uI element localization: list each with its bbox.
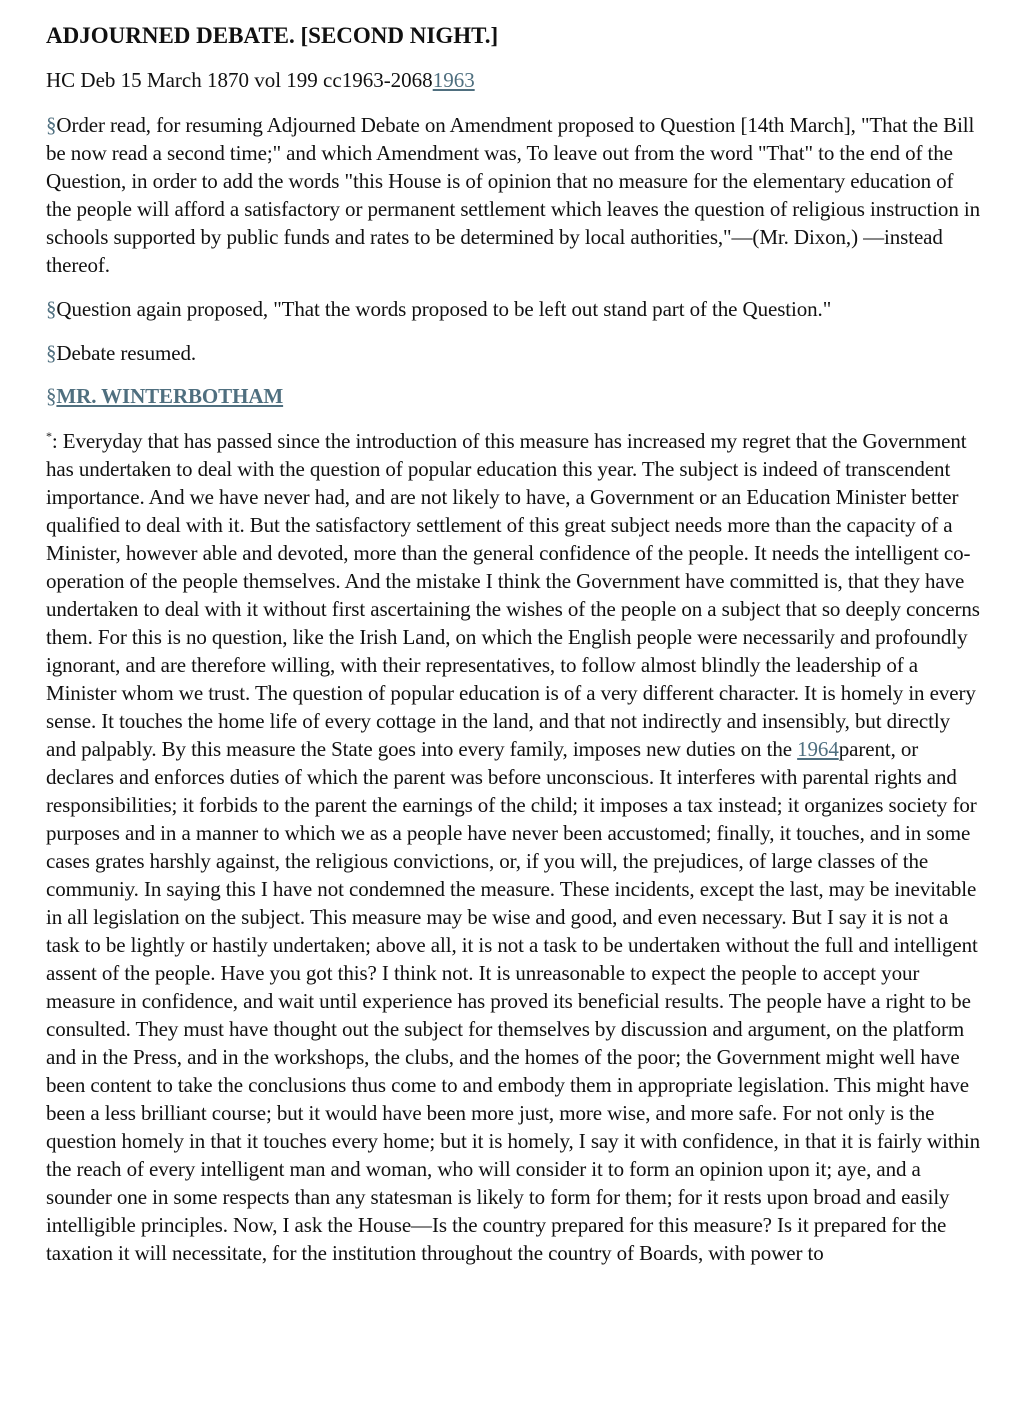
section-sign-icon[interactable]: § bbox=[46, 341, 57, 365]
speaker-link[interactable]: MR. WINTERBOTHAM bbox=[56, 384, 284, 408]
order-read-text: Order read, for resuming Adjourned Debate on Amendment proposed to Question [14th March], "That the Bill be now read a second time;" and which Amendment was, To leave out from the word "That" to the end of the Question, in order to add the words "this House is of opinion that no measure for the elementary education of the people will afford a satisfactory or permanent settlement which leaves the question of religious instruction in schools supported by public funds and rates to be determined by local authorities,"—(Mr. Dixon,) —instead thereof. bbox=[46, 113, 981, 277]
section-sign-icon[interactable]: § bbox=[46, 113, 57, 137]
speech-text-part2: parent, or declares and enforces duties of which the parent was before unconscious. It interferes with parental rights and responsibilities; it forbids to the parent the earnings of the child; it imposes a tax instead; it organizes society for purposes and in a manner to which we as a people have never been accustomed; finally, it touches, and in some cases grates harshly against, the religious convictions, or, if you will, the prejudices, of large classes of the communiy. In saying this I have not condemned the measure. These incidents, except the last, may be inevitable in all legislation on the subject. This measure may be wise and good, and even necessary. But I say it is not a task to be lightly or hastily undertaken; above all, it is not a task to be undertaken without the full and intelligent assent of the people. Have you got this? I think not. It is unreasonable to expect the people to accept your measure in confidence, and wait until experience has proved its beneficial results. The people have a right to be consulted. They must have thought out the subject for themselves by discussion and argument, on the platform and in the Press, and in the workshops, the clubs, and the homes of the poor; the Government might well have been content to take the conclusions thus come to and embody them in appropriate legislation. This might have been a less brilliant course; but it would have been more just, more wise, and more safe. For not only is the question homely in that it touches every home; but it is homely, I say it with confidence, in that it is fairly within the reach of every intelligent man and woman, who will consider it to form an opinion upon it; aye, and a sounder one in some respects than any statesman is likely to form for them; for it rests upon broad and easily intelligible principles. Now, I ask the House—Is the country prepared for this measure? Is it prepared for the taxation it will necessitate, for the institution throughout the country of Boards, with power to bbox=[46, 737, 981, 1265]
question-paragraph bbox=[46, 295, 982, 323]
debate-resumed-text: Debate resumed. bbox=[56, 341, 197, 365]
question-text: Question again proposed, "That the words proposed to be left out stand part of the Question." bbox=[56, 297, 832, 321]
section-sign-icon[interactable]: § bbox=[46, 297, 57, 321]
speech-paragraph bbox=[46, 427, 982, 1267]
debate-resumed-paragraph bbox=[46, 339, 982, 367]
citation-text: HC Deb 15 March 1870 vol 199 cc1963-2068 bbox=[46, 68, 433, 92]
speech-text-part1: : Everyday that has passed since the introduction of this measure has increased my regret that the Government has undertaken to deal with the question of popular education this year. The subject is indeed of transcendent importance. And we have never had, and are not likely to have, a Government or an Education Minister better qualified to deal with it. But the satisfactory settlement of this great subject needs more than the capacity of a Minister, however able and devoted, more than the general confidence of the people. It needs the intelligent co-operation of the people themselves. And the mistake I think the Government have committed is, that they have undertaken to deal with it without first ascertaining the wishes of the people on a subject that so deeply concerns them. For this is no question, like the Irish Land, on which the English people were necessarily and profoundly ignorant, and are therefore willing, with their representatives, to follow almost blindly the leadership of a Minister whom we trust. The question of popular education is of a very different character. It is homely in every sense. It touches the home life of every cottage in the land, and that not indirectly and insensibly, but directly and palpably. By this measure the State goes into every family, imposes new duties on the bbox=[46, 429, 980, 761]
column-link-1963[interactable]: 1963 bbox=[432, 68, 475, 92]
citation-line bbox=[46, 66, 475, 94]
column-link-1964[interactable]: 1964 bbox=[797, 737, 839, 761]
speaker-heading bbox=[46, 382, 982, 410]
order-read-paragraph bbox=[46, 111, 982, 279]
debate-title: ADJOURNED DEBATE. [SECOND NIGHT.] bbox=[46, 23, 499, 48]
section-sign-icon[interactable]: § bbox=[46, 384, 57, 408]
speech-marker: * bbox=[46, 429, 52, 443]
